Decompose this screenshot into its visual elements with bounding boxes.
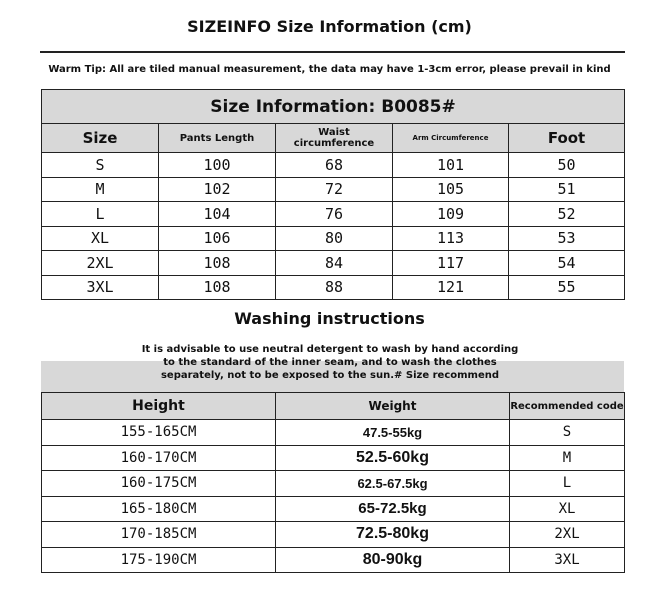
advice-line-3: separately, not to be exposed to the sun.# Size recommend [160,370,500,381]
washing-advice [120,343,540,382]
size-table [41,89,625,300]
table-row [42,522,625,548]
cell-waist: 84 [276,251,393,276]
cell-weight: 72.5-80kg [276,522,510,548]
cell-foot: 51 [509,177,625,202]
cell-waist: 88 [276,275,393,300]
table-row [42,226,625,251]
cell-foot: 55 [509,275,625,300]
size-table-caption: Size Information: B0085# [42,90,625,124]
cell-size: XL [42,226,159,251]
header-waist-line2: circumference [293,138,375,149]
header-size: Size [42,124,159,153]
cell-foot: 50 [509,153,625,178]
cell-height: 155-165CM [42,420,276,446]
table-row [42,153,625,178]
cell-arm: 105 [393,177,509,202]
cell-code: L [510,471,625,497]
table-row [42,471,625,497]
cell-code: 3XL [510,547,625,573]
table-row [42,445,625,471]
table-row [42,275,625,300]
cell-height: 175-190CM [42,547,276,573]
cell-arm: 113 [393,226,509,251]
cell-foot: 54 [509,251,625,276]
cell-weight: 65-72.5kg [276,496,510,522]
cell-arm: 117 [393,251,509,276]
cell-size: S [42,153,159,178]
divider [40,51,625,53]
table-row [42,251,625,276]
header-weight: Weight [276,393,510,420]
cell-pants: 104 [159,202,276,227]
size-table-header [42,124,625,153]
recommend-table-header [42,393,625,420]
cell-foot: 53 [509,226,625,251]
cell-weight: 62.5-67.5kg [276,471,510,497]
cell-code: XL [510,496,625,522]
header-waist [276,124,393,153]
cell-pants: 108 [159,275,276,300]
cell-waist: 76 [276,202,393,227]
cell-weight: 52.5-60kg [276,445,510,471]
cell-size: 2XL [42,251,159,276]
cell-pants: 100 [159,153,276,178]
header-height: Height [42,393,276,420]
table-row [42,420,625,446]
cell-waist: 80 [276,226,393,251]
header-recommended-code: Recommended code [510,393,625,420]
cell-arm: 109 [393,202,509,227]
washing-title: Washing instructions [234,309,425,328]
cell-foot: 52 [509,202,625,227]
cell-height: 160-175CM [42,471,276,497]
cell-arm: 121 [393,275,509,300]
cell-pants: 108 [159,251,276,276]
cell-size: M [42,177,159,202]
table-row [42,496,625,522]
cell-height: 165-180CM [42,496,276,522]
header-foot: Foot [509,124,625,153]
cell-weight: 47.5-55kg [276,420,510,446]
cell-arm: 101 [393,153,509,178]
cell-code: M [510,445,625,471]
warm-tip: Warm Tip: All are tiled manual measurement, the data may have 1-3cm error, please prevail in kind [48,64,611,75]
table-row [42,202,625,227]
cell-weight: 80-90kg [276,547,510,573]
advice-line-2: to the standard of the inner seam, and to wash the clothes [163,357,497,368]
cell-waist: 72 [276,177,393,202]
cell-pants: 106 [159,226,276,251]
recommend-table [41,392,625,573]
cell-size: L [42,202,159,227]
header-pants-length: Pants Length [159,124,276,153]
cell-pants: 102 [159,177,276,202]
cell-code: 2XL [510,522,625,548]
page-title: SIZEINFO Size Information (cm) [187,17,472,36]
cell-height: 170-185CM [42,522,276,548]
cell-waist: 68 [276,153,393,178]
advice-line-1: It is advisable to use neutral detergent to wash by hand according [141,344,519,355]
table-row [42,177,625,202]
cell-size: 3XL [42,275,159,300]
header-waist-line1: Waist [318,127,350,138]
table-row [42,547,625,573]
cell-height: 160-170CM [42,445,276,471]
header-arm: Arm Circumference [393,124,509,153]
cell-code: S [510,420,625,446]
